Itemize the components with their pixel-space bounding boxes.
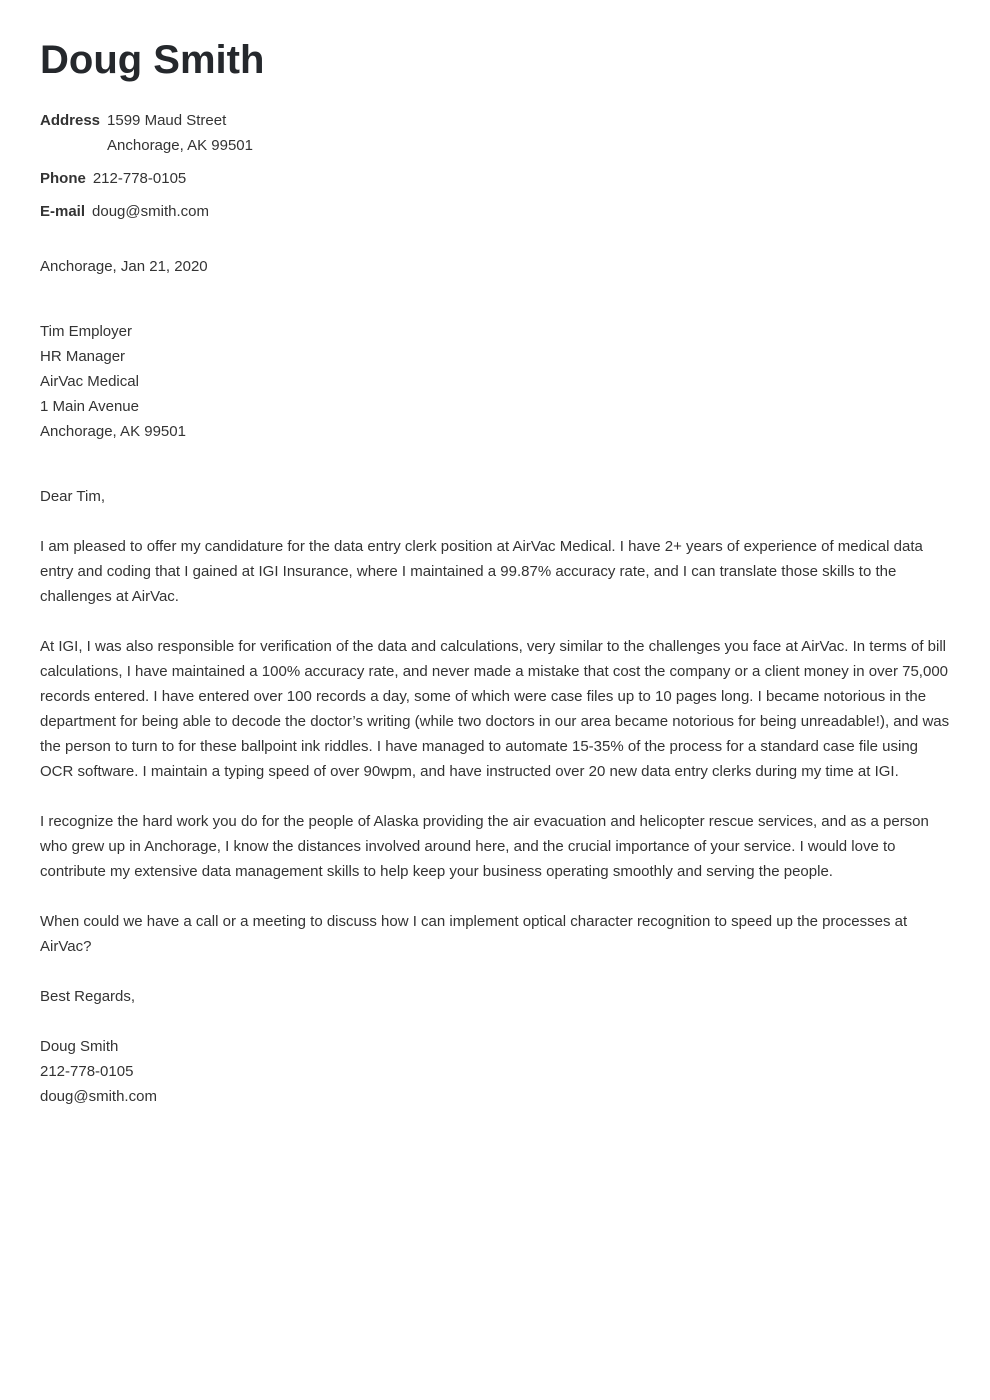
recipient-name: Tim Employer (40, 323, 132, 340)
phone-label: Phone (40, 170, 86, 187)
recipient-street: 1 Main Avenue (40, 398, 139, 415)
recipient-block (40, 319, 950, 444)
body-paragraph: I am pleased to offer my candidature for the data entry clerk position at AirVac Medical. I have 2+ years of experience of medical data entry and coding that I gained at IGI Insurance, where I maintained a 99.87% accuracy rate, and I can translate those skills to the challenges at AirVac. (40, 538, 923, 605)
email-row (40, 199, 253, 224)
applicant-name: Doug Smith (40, 38, 265, 82)
signature-block (40, 1034, 950, 1109)
signature-phone: 212-778-0105 (40, 1063, 134, 1080)
recipient-title: HR Manager (40, 348, 126, 365)
address-row (40, 108, 253, 158)
email-label: E-mail (40, 203, 86, 220)
email-value: doug@smith.com (92, 203, 209, 220)
body-paragraph: At IGI, I was also responsible for verification of the data and calculations, very similar to the challenges you face at AirVac. In terms of bill calculations, I have maintained a 100% accuracy rate, and never made a mistake that cost the company or a client money in over 75,000 records entered. I have entered over 100 records a day, some of which were case files up to 10 pages long. I became notorious in the department for being able to decode the doctor’s writing (while two doctors in our area became notorious for being unreadable!), and was the person to turn to for these ballpoint ink riddles. I have managed to automate 15-35% of the process for a standard case file using OCR software. I maintain a typing speed of over 90wpm, and have instructed over 20 new data entry clerks during my time at IGI. (40, 638, 950, 780)
address-label: Address (40, 112, 101, 129)
date-line: Anchorage, Jan 21, 2020 (40, 258, 208, 275)
signature-name: Doug Smith (40, 1038, 119, 1055)
address-value (107, 108, 253, 158)
closing: Best Regards, (40, 988, 136, 1005)
signature-email: doug@smith.com (40, 1088, 157, 1105)
phone-value: 212-778-0105 (92, 170, 187, 187)
contact-info (40, 108, 253, 232)
recipient-city: Anchorage, AK 99501 (40, 423, 186, 440)
address-line1: 1599 Maud Street (107, 112, 227, 129)
phone-row (40, 166, 253, 191)
address-line2: Anchorage, AK 99501 (107, 137, 253, 154)
body-paragraph: I recognize the hard work you do for the people of Alaska providing the air evacuation and helicopter rescue services, and as a person who grew up in Anchorage, I know the distances involved around here, and the crucial importance of your service. I would love to contribute my extensive data management skills to help keep your business operating smoothly and serving the people. (40, 813, 929, 880)
letter-body (40, 484, 950, 1109)
recipient-company: AirVac Medical (40, 373, 139, 390)
body-paragraph: When could we have a call or a meeting to discuss how I can implement optical character recognition to speed up the processes at AirVac? (40, 913, 908, 955)
salutation: Dear Tim, (40, 488, 106, 505)
